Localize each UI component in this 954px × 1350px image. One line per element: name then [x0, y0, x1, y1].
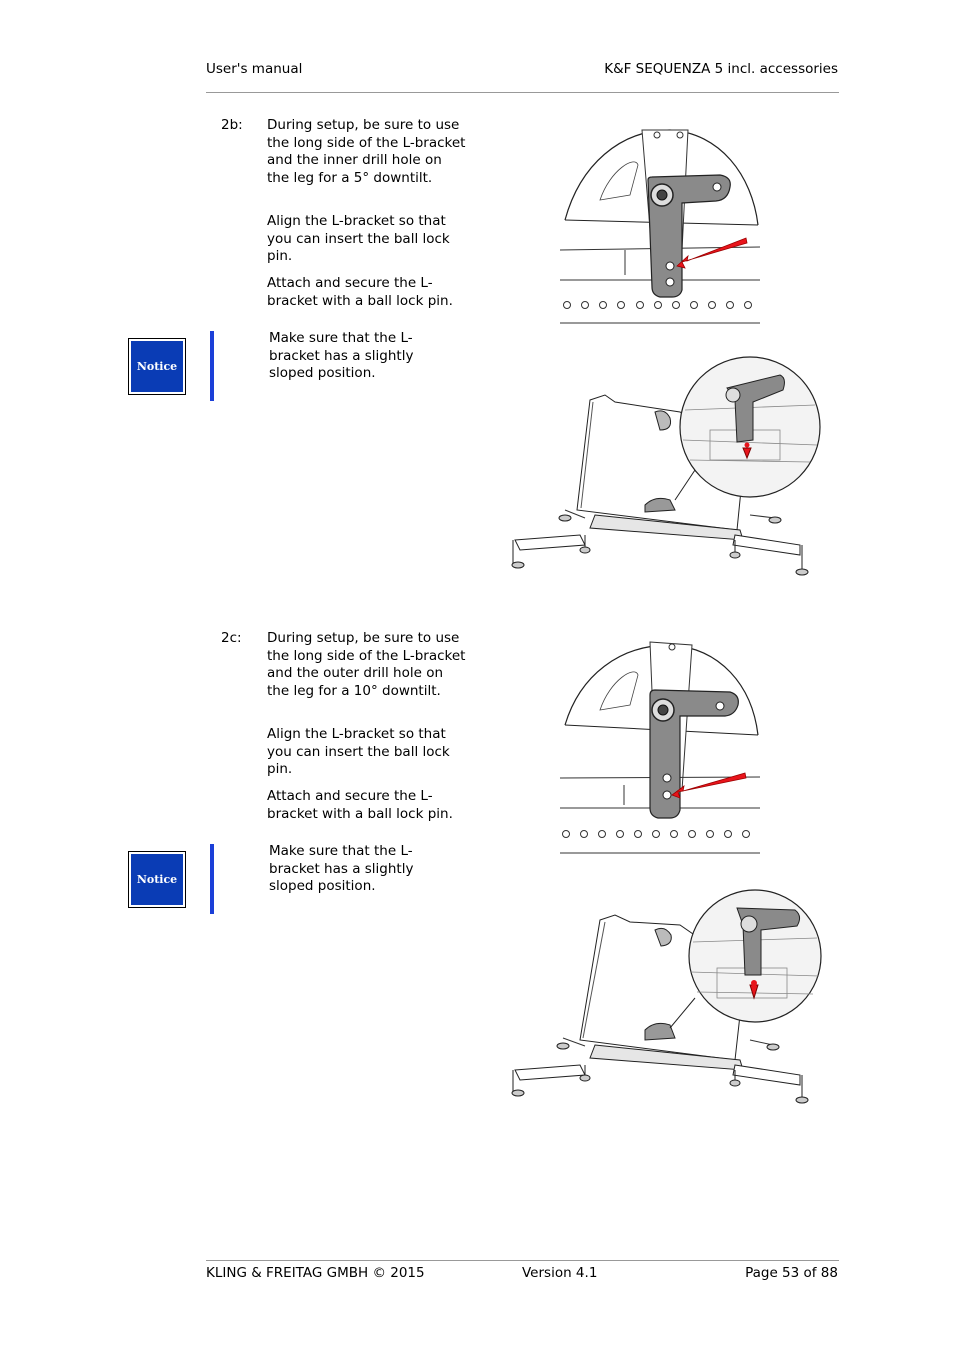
- header-left: User's manual: [206, 61, 303, 77]
- bracket-detail-figure-2b: [560, 125, 760, 325]
- notice-label: Notice: [131, 341, 183, 392]
- notice-bar: [210, 331, 214, 401]
- notice-icon: [128, 851, 186, 908]
- header-rule: [206, 92, 839, 93]
- footer-rule: [206, 1260, 839, 1261]
- step-2c-para-3: Attach and secure the L-bracket with a ball lock pin.: [267, 788, 453, 822]
- step-2c-para-2: Align the L-bracket so that you can insert the ball lock pin.: [267, 726, 450, 777]
- notice-text-2b: Make sure that the L-bracket has a slightly sloped position.: [269, 330, 414, 381]
- step-label-2b: 2b:: [221, 117, 243, 133]
- step-label-2c: 2c:: [221, 630, 242, 646]
- footer-page-number: Page 53 of 88: [745, 1265, 838, 1281]
- notice-bar: [210, 844, 214, 914]
- footer-copyright: KLING & FREITAG GMBH © 2015: [206, 1265, 425, 1281]
- footer-version: Version 4.1: [522, 1265, 598, 1281]
- bracket-detail-figure-2c: [560, 640, 760, 855]
- step-2c-para-1: During setup, be sure to use the long side of the L-bracket and the outer drill hole on the leg for a 10° downtilt.: [267, 630, 466, 699]
- step-2b-para-1: During setup, be sure to use the long side of the L-bracket and the inner drill hole on the leg for a 5° downtilt.: [267, 117, 466, 186]
- notice-label: Notice: [131, 854, 183, 905]
- notice-text-2c: Make sure that the L-bracket has a slightly sloped position.: [269, 843, 414, 894]
- step-2b-para-3: Attach and secure the L-bracket with a ball lock pin.: [267, 275, 453, 309]
- speaker-stand-figure-2c: [505, 880, 820, 1110]
- step-2b-para-2: Align the L-bracket so that you can insert the ball lock pin.: [267, 213, 450, 264]
- speaker-stand-figure-2b: [505, 350, 820, 580]
- notice-icon: [128, 338, 186, 395]
- header-right: K&F SEQUENZA 5 incl. accessories: [604, 61, 838, 77]
